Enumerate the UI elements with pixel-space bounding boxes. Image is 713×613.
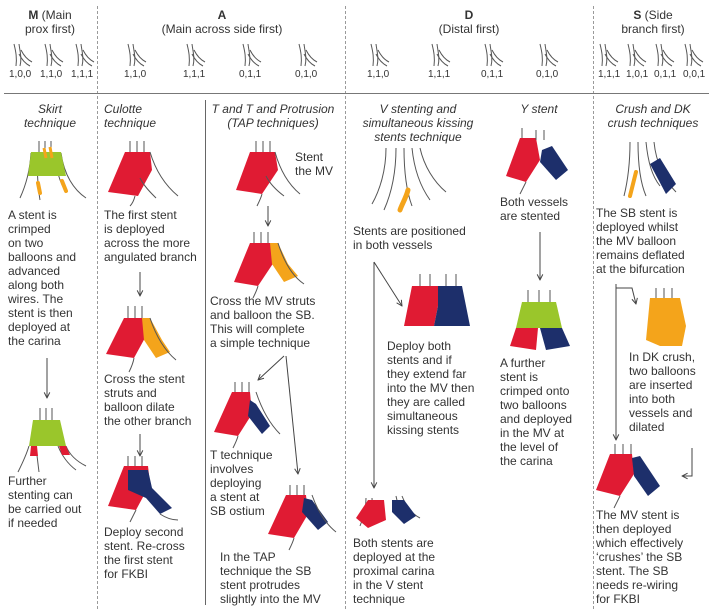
code-label: 1,0,0: [9, 69, 32, 80]
code-label: 0,1,0: [536, 69, 559, 80]
text-crush-1: The SB stent is deployed whilst the MV balloon remains deflated at the bifurcation: [596, 206, 685, 276]
title-y-stent: Y stent: [520, 102, 558, 116]
strategy-m-header: M (Main prox first): [24, 8, 75, 36]
text-culotte-3: Deploy second stent. Re-cross the first stent for FKBI: [104, 525, 185, 581]
arrow: [286, 356, 298, 474]
title-crush: Crush and DK crush techniques: [607, 102, 699, 130]
strategy-s-header: S (Side branch first): [621, 8, 685, 36]
y-step1-figure: [506, 128, 568, 194]
title-skirt: Skirt technique: [23, 102, 77, 130]
v-step2-figure: [404, 274, 470, 326]
code-label: 0,1,1: [654, 69, 677, 80]
text-culotte-2: Cross the stent struts and balloon dilate the other branch: [104, 372, 192, 428]
code-label: 1,1,1: [598, 69, 621, 80]
text-culotte-1: The first stent is deployed across the more angulated branch: [104, 208, 197, 264]
arrow: [682, 448, 692, 476]
text-v-1: Stents are positioned in both vessels: [353, 224, 466, 252]
code-label: 1,1,0: [124, 69, 147, 80]
text-crush-2: In DK crush, two balloons are inserted into both vessels and dilated: [629, 350, 696, 434]
culotte-step3-figure: [108, 456, 178, 522]
code-label: 0,1,0: [295, 69, 318, 80]
arrow: [258, 356, 284, 380]
tap-step1-figure: [236, 141, 300, 206]
tap-step2-figure: [234, 232, 304, 298]
arrow: [374, 262, 402, 306]
text-skirt-1: A stent is crimped on two balloons and advanced along both wires. The stent is then deployed at the carina: [8, 208, 77, 348]
tap-t-figure: [214, 382, 280, 448]
title-culotte: Culotte technique: [104, 102, 157, 130]
skirt-step1-figure: [20, 141, 86, 200]
arrow: [616, 288, 636, 304]
text-tap-4: In the TAP technique the SB stent protrudes slightly into the MV: [220, 550, 321, 606]
strategy-a-header: A (Main across side first): [161, 8, 283, 36]
code-label: 1,1,1: [183, 69, 206, 80]
code-label: 0,1,1: [481, 69, 504, 80]
text-v-2: Deploy both stents and if they extend far into the MV then they are called simultaneous kissing stents: [387, 339, 475, 437]
text-tap-2: Cross the MV struts and balloon the SB. This will complete a simple technique: [210, 294, 316, 350]
text-tap-3: T technique involves deploying a stent at SB ostium: [210, 448, 273, 518]
code-label: 1,1,1: [71, 69, 94, 80]
strategy-d-header: D (Distal first): [438, 8, 500, 36]
title-tap: T and T and Protrusion (TAP techniques): [211, 102, 335, 130]
code-label: 1,1,0: [40, 69, 63, 80]
v-step1-figure: [372, 148, 446, 210]
culotte-step2-figure: [106, 306, 176, 372]
text-crush-3: The MV stent is then deployed which effectively ‘crushes’ the SB stent. The SB needs re-wiring for FKBI: [596, 508, 684, 606]
text-y-1: Both vessels are stented: [500, 195, 569, 223]
text-y-2: A further stent is crimped onto two balloons and deployed in the MV at the level of the carina: [500, 356, 573, 468]
code-label: 0,0,1: [683, 69, 706, 80]
title-v-stenting: V stenting and simultaneous kissing stents technique: [362, 102, 474, 144]
code-label: 0,1,1: [239, 69, 262, 80]
text-skirt-2: Further stenting can be carried out if needed: [8, 474, 82, 530]
y-step2-figure: [510, 290, 570, 350]
crush-step1-figure: [624, 142, 676, 196]
skirt-step2-figure: [18, 408, 86, 472]
text-tap-1: Stent the MV: [295, 150, 334, 178]
text-v-3: Both stents are deployed at the proximal carina in the V stent technique: [353, 536, 436, 606]
crush-step2-figure: [646, 288, 686, 346]
culotte-step1-figure: [108, 141, 178, 206]
code-label: 1,1,0: [367, 69, 390, 80]
v-step3-figure: [356, 496, 420, 528]
tap-protrusion-figure: [268, 485, 336, 550]
code-label: 1,0,1: [626, 69, 649, 80]
crush-step3-figure: [596, 444, 660, 508]
code-label: 1,1,1: [428, 69, 451, 80]
